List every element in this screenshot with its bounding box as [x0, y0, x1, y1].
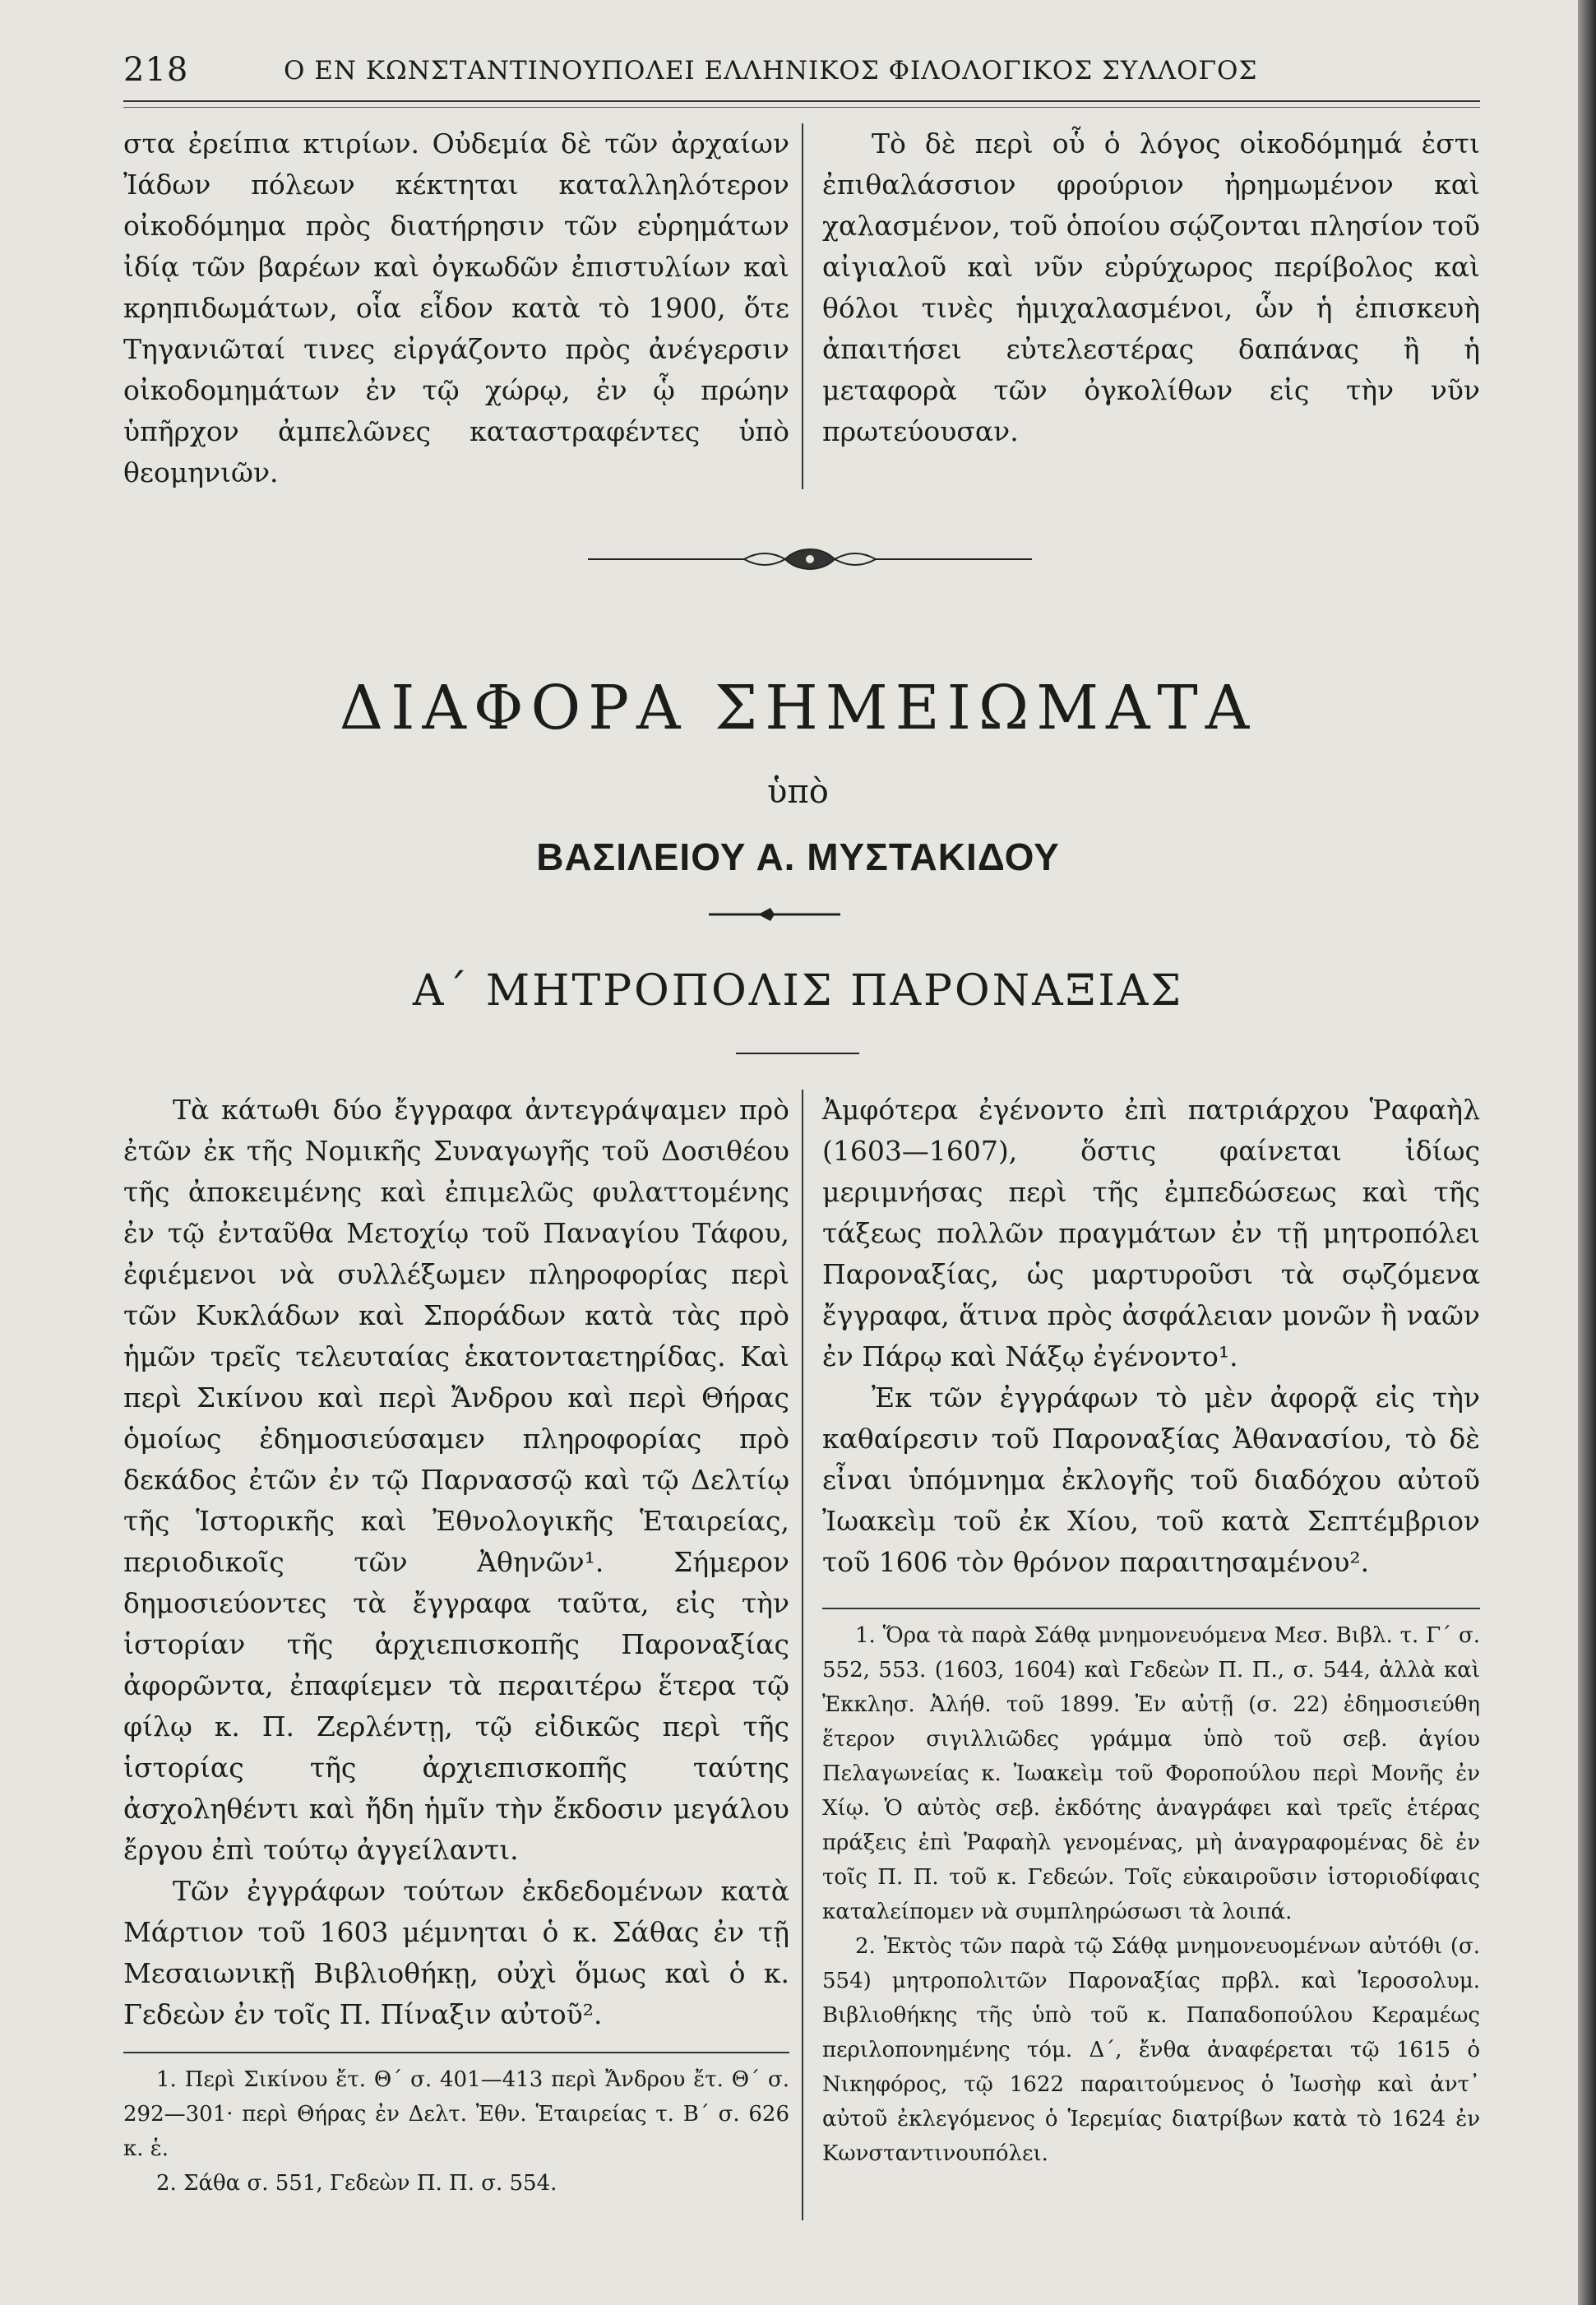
header-rule-thin: [123, 107, 1480, 108]
section-title: Α΄ ΜΗΤΡΟΠΟΛΙΣ ΠΑΡΟΝΑΞΙΑΣ: [412, 966, 1184, 1016]
page-number: 218: [123, 51, 189, 89]
body-right-column: [822, 1090, 1480, 1583]
book-spine-shadow: [1578, 0, 1596, 2305]
column-divider-top: [802, 123, 803, 489]
footnotes-right: [822, 1618, 1480, 2171]
top-right-column: [822, 123, 1480, 452]
footnote-rule-right: [822, 1608, 1480, 1609]
footnote: 1. Ὅρα τὰ παρὰ Σάθᾳ μνημονευόμενα Μεσ. Βιβλ. τ. Γ΄ σ. 552, 553. (1603, 1604) καὶ Γεδεὼν Π. Π., σ. 544, ἀλλὰ καὶ Ἐκκλησ. Ἀλήθ. τοῦ 1899. Ἐν αὐτῇ (σ. 22) ἐδημοσιεύθη ἕτερον σιγιλλιῶδες γράμμα ὑπὸ τοῦ σεβ. ἁγίου Πελαγωνείας κ. Ἰωακεὶμ τοῦ Φορoπούλου περὶ Μονῆς ἐν Χίῳ. Ὁ αὐτὸς σεβ. ἐκδότης ἀναγράφει καὶ τρεῖς ἑτέρας πράξεις ἐπὶ Ῥαφαὴλ γενομένας, μὴ ἀναγραφομένας δὲ ἐν τοῖς Π. Π. τοῦ κ. Γεδεών. Τοῖς εὐκαιροῦσιν ἱστοριοδίφαις καταλείπομεν νὰ συμπληρώσωσι τὰ λοιπά.: [822, 1623, 1480, 1924]
column-divider-body: [802, 1090, 803, 2220]
running-title: Ο ΕΝ ΚΩΝΣΤΑΝΤΙΝΟΥΠΟΛΕΙ ΕΛΛΗΝΙΚΟΣ ΦΙΛΟΛΟΓΙΚΟΣ ΣΥΛΛΟΓΟΣ: [284, 56, 1258, 86]
ornament-divider: [588, 543, 1032, 576]
author-name: ΒΑΣΙΛΕΙΟΥ Α. ΜΥΣΤΑΚΙΔΟΥ: [536, 835, 1060, 878]
footnote: 1. Περὶ Σικίνου ἔτ. Θ΄ σ. 401—413 περὶ Ἄνδρου ἔτ. Θ΄ σ. 292—301· περὶ Θήρας ἐν Δελτ. Ἐθν. Ἑταιρείας τ. Β΄ σ. 626 κ. ἑ.: [123, 2067, 789, 2161]
section-rule: [736, 1053, 859, 1054]
top-right-paragraph: Τὸ δὲ περὶ οὗ ὁ λόγος οἰκοδόμημά ἐστι ἐπιθαλάσσιον φρούριον ἠρημωμένον καὶ χαλασμένον, τοῦ ὁποίου σῴζονται πλησίον τοῦ αἰγιαλοῦ καὶ νῦν εὐρύχωρος περίβολος καὶ θόλοι τινὲς ἡμιχαλασμένοι, ὧν ἡ ἐπισκευὴ ἀπαιτήσει εὐτελεστέρας δαπάνας ἢ ἡ μεταφορὰ τῶν ὀγκολίθων εἰς τὴν νῦν πρωτεύουσαν.: [822, 127, 1480, 447]
byline: ὑπὸ: [767, 773, 829, 811]
top-left-paragraph: στα ἐρείπια κτιρίων. Οὐδεμία δὲ τῶν ἀρχαίων Ἰάδων πόλεων κέκτηται καταλληλότερον οἰκοδόμημα πρὸς διατήρησιν τῶν εὑρημάτων ἰδίᾳ τῶν βαρέων καὶ ὀγκωδῶν ἐπιστυλίων καὶ κρηπιδωμάτων, οἷα εἶδον κατὰ τὸ 1900, ὅτε Τηγανιῶταί τινες εἰργάζοντο πρὸς ἀνέγερσιν οἰκοδομημάτων ἐν τῷ χώρῳ, ἐν ᾧ πρώην ὑπῆρχον ἀμπελῶνες καταστραφέντες ὑπὸ θεομηνιῶν.: [123, 127, 789, 488]
body-paragraph: Ἀμφότερα ἐγένοντο ἐπὶ πατριάρχου Ῥαφαὴλ (1603—1607), ὅστις φαίνεται ἰδίως μεριμνήσας περὶ τῆς ἐμπεδώσεως καὶ τῆς τάξεως πολλῶν πραγμάτων ἐν τῇ μητροπόλει Παροναξίας, ὡς μαρτυροῦσι τὰ σῳζόμενα ἔγγραφα, ἅτινα πρὸς ἀσφάλειαν μονῶν ἢ ναῶν ἐν Πάρῳ καὶ Νάξῳ ἐγένοντο¹.: [822, 1094, 1480, 1372]
body-paragraph: Τῶν ἐγγράφων τούτων ἐκδεδομένων κατὰ Μάρτιον τοῦ 1603 μέμνηται ὁ κ. Σάθας ἐν τῇ Μεσαιωνικῇ Βιβλιοθήκῃ, οὐχὶ ὅμως καὶ ὁ κ. Γεδεὼν ἐν τοῖς Π. Πίναξιν αὐτοῦ².: [123, 1875, 789, 2030]
body-paragraph: Ἐκ τῶν ἐγγράφων τὸ μὲν ἀφορᾷ εἰς τὴν καθαίρεσιν τοῦ Παροναξίας Ἀθανασίου, τὸ δὲ εἶναι ὑπόμνημα ἐκλογῆς τοῦ διαδόχου αὐτοῦ Ἰωακεὶμ τοῦ ἐκ Χίου, τοῦ κατὰ Σεπτέμβριον τοῦ 1606 τὸν θρόνον παραιτησαμένου².: [822, 1382, 1480, 1578]
body-paragraph: Τὰ κάτωθι δύο ἔγγραφα ἀντεγράψαμεν πρὸ ἐτῶν ἐκ τῆς Νομικῆς Συναγωγῆς τοῦ Δοσιθέου τῆς ἀποκειμένης καὶ ἐπιμελῶς φυλαττομένης ἐν τῷ ἐνταῦθα Μετοχίῳ τοῦ Παναγίου Τάφου, ἐφιέμενοι νὰ συλλέξωμεν πληροφορίας περὶ τῶν Κυκλάδων καὶ Σποράδων κατὰ τὰς πρὸ ἡμῶν τρεῖς τελευταίας ἑκατονταετηρίδας. Καὶ περὶ Σικίνου καὶ περὶ Ἄνδρου καὶ περὶ Θήρας ὁμοίως ἐδημοσιεύσαμεν πληροφορίας πρὸ δεκάδος ἐτῶν ἐν τῷ Παρνασσῷ καὶ τῷ Δελτίῳ τῆς Ἱστορικῆς καὶ Ἐθνολογικῆς Ἑταιρείας, περιοδικοῖς τῶν Ἀθηνῶν¹. Σήμερον δημοσιεύοντες τὰ ἔγγραφα ταῦτα, εἰς τὴν ἱστορίαν τῆς ἀρχιεπισκοπῆς Παροναξίας ἀφορῶντα, ἐπαφίεμεν τὰ περαιτέρω ἕτερα τῷ φίλῳ κ. Π. Ζερλέντῃ, τῷ εἰδικῶς περὶ τῆς ἱστορίας τῆς ἀρχιεπισκοπῆς ταύτης ἀσχοληθέντι καὶ ἤδη ἡμῖν τὴν ἔκδοσιν μεγάλου ἔργου ἐπὶ τούτῳ ἀγγείλαντι.: [123, 1094, 789, 1866]
top-left-column: [123, 123, 789, 493]
footnote-rule-left: [123, 2052, 789, 2053]
footnote: 2. Ἐκτὸς τῶν παρὰ τῷ Σάθᾳ μνημονευομένων αὐτόθι (σ. 554) μητροπολιτῶν Παροναξίας πρβλ. καὶ Ἱεροσολυμ. Βιβλιοθήκης τῆς ὑπὸ τοῦ κ. Παπαδοπούλου Κεραμέως περιλοπονημένης τόμ. Δ΄, ἔνθα ἀναφέρεται τῷ 1615 ὁ Νικηφόρος, τῷ 1622 παραιτούμενος ὁ Ἰωσὴφ καὶ ἀντ᾽ αὐτοῦ ἐκλεγόμενος ὁ Ἱερεμίας διατρίβων κατὰ τὸ 1624 ἐν Κωνσταντινουπόλει.: [822, 1934, 1480, 2166]
footnotes-left: [123, 2062, 789, 2201]
dash-ornament: [709, 905, 840, 924]
footnote: 2. Σάθα σ. 551, Γεδεὼν Π. Π. σ. 554.: [156, 2171, 557, 2196]
header-rule: [123, 100, 1480, 102]
body-left-column: [123, 1090, 789, 2035]
article-title: ΔΙΑΦΟΡΑ ΣΗΜΕΙΩΜΑΤΑ: [339, 673, 1257, 743]
